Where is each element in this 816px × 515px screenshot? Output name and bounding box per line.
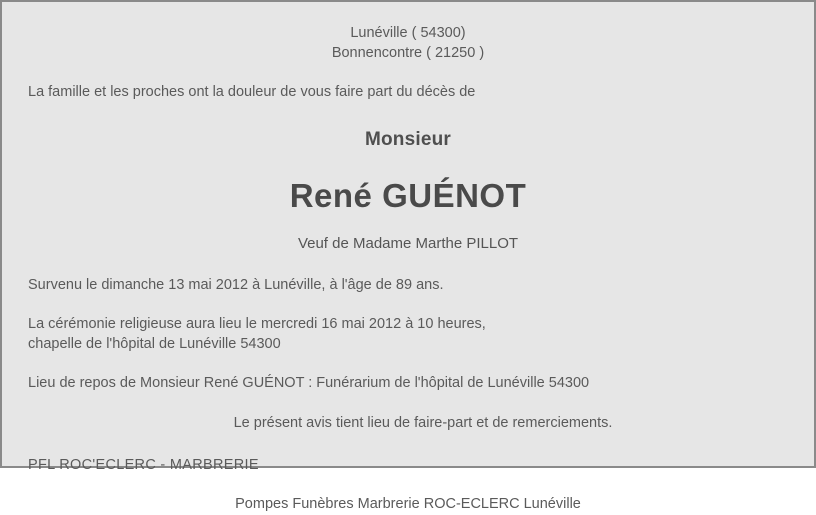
announcement-intro: La famille et les proches ont la douleur de vous faire part du décès de [28, 84, 476, 101]
death-details: Survenu le dimanche 13 mai 2012 à Lunéville, à l'âge de 89 ans. [28, 276, 444, 293]
locations-block [28, 24, 788, 63]
ceremony-line-1: La cérémonie religieuse aura lieu le mercredi 16 mai 2012 à 10 heures, [28, 316, 486, 333]
resting-place: Lieu de repos de Monsieur René GUÉNOT : Funérarium de l'hôpital de Lunéville 54300 [28, 375, 590, 392]
ceremony-details [28, 315, 788, 354]
spouse-line: Veuf de Madame Marthe PILLOT [297, 234, 519, 252]
location-primary: Lunéville ( 54300) [350, 25, 466, 41]
ceremony-line-2: chapelle de l'hôpital de Lunéville 54300 [28, 335, 281, 352]
legal-notice: Le présent avis tient lieu de faire-part et de remerciements. [233, 414, 613, 431]
funeral-home-footer: Pompes Funèbres Marbrerie ROC-ECLERC Lunéville [235, 496, 581, 513]
honorific-title: Monsieur [364, 128, 452, 150]
funeral-company: PFL ROC'ECLERC - MARBRERIE [28, 456, 259, 473]
deceased-name: René GUÉNOT [289, 176, 527, 214]
location-secondary: Bonnencontre ( 21250 ) [331, 44, 485, 61]
